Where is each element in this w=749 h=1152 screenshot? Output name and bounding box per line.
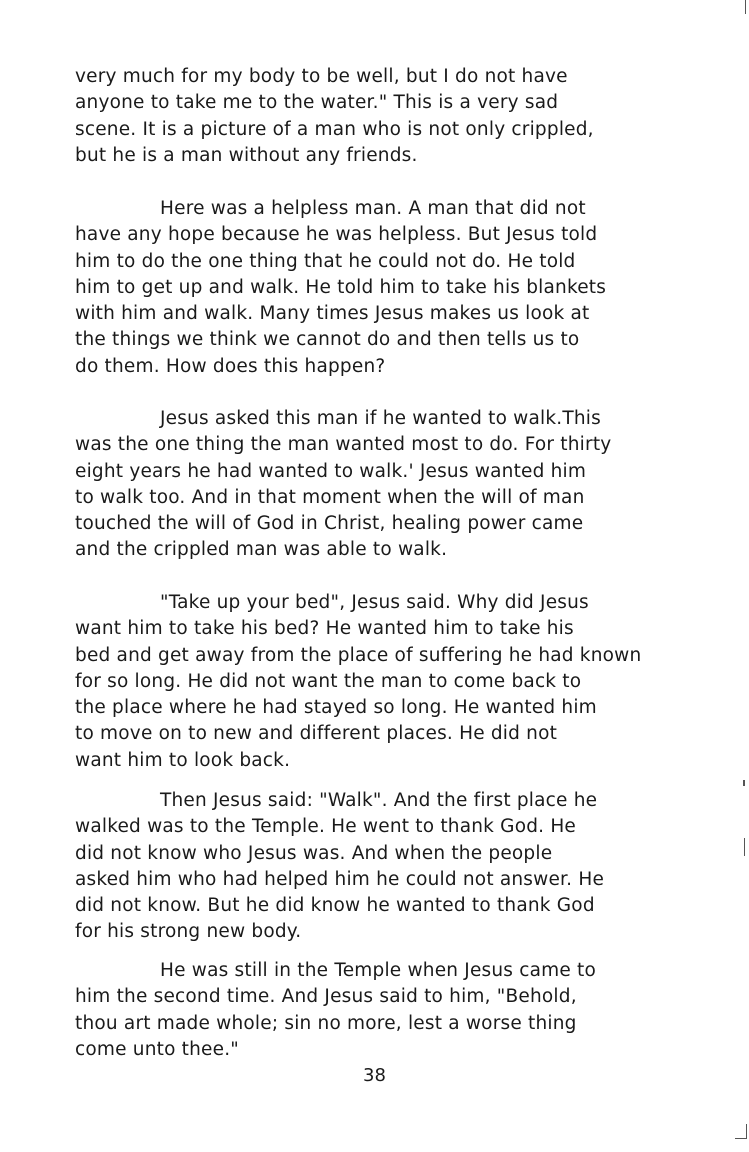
text-line: want him to look back.	[75, 749, 291, 771]
scan-artifact	[735, 1138, 747, 1139]
text-line: come unto thee."	[75, 1038, 240, 1060]
text-line: to move on to new and different places. He did not	[75, 723, 558, 745]
text-line: asked him who had helped him he could not answer. He	[75, 868, 605, 890]
text-line: want him to take his bed? He wanted him to take his	[75, 618, 574, 640]
scan-artifact	[743, 780, 745, 786]
text-line: very much for my body to be well, but I do not have	[75, 66, 568, 87]
text-line: but he is a man without any friends.	[75, 144, 418, 166]
text-line: eight years he had wanted to walk.' Jesus wanted him	[75, 460, 587, 482]
text-line: to walk too. And in that moment when the will of man	[75, 486, 585, 508]
text-line: and the crippled man was able to walk.	[75, 539, 448, 561]
text-line: was the one thing the man wanted most to do. For thirty	[75, 434, 612, 456]
text-line: touched the will of God in Christ, healing power came	[75, 513, 584, 535]
text-line: did not know. But he did know he wanted to thank God	[75, 895, 595, 917]
scan-artifact	[746, 1124, 747, 1138]
text-line: him to do the one thing that he could not do. He told	[75, 250, 576, 272]
text-line: anyone to take me to the water." This is a very sad	[75, 92, 559, 114]
text-line: for his strong new body.	[75, 921, 302, 943]
text-line: the things we think we cannot do and then tells us to	[75, 329, 580, 351]
paragraph	[75, 958, 735, 1063]
text-line: him to get up and walk. He told him to take his blankets	[75, 276, 607, 298]
paragraph	[75, 406, 735, 564]
text-line: for so long. He did not want the man to come back to	[75, 670, 582, 692]
text-line: He was still in the Temple when Jesus came to	[160, 960, 596, 981]
text-line: have any hope because he was helpless. But Jesus told	[75, 224, 598, 246]
text-line: thou art made whole; sin no more, lest a worse thing	[75, 1012, 577, 1034]
page-number: 38	[363, 1065, 386, 1086]
text-line: scene. It is a picture of a man who is not only crippled,	[75, 118, 594, 140]
text-line: bed and get away from the place of suffering he had known	[75, 644, 642, 666]
text-line: did not know who Jesus was. And when the people	[75, 842, 553, 864]
text-line: him the second time. And Jesus said to him, "Behold,	[75, 986, 577, 1008]
text-line: Jesus asked this man if he wanted to walk.This	[160, 408, 601, 429]
paragraph	[75, 196, 735, 380]
text-line: walked was to the Temple. He went to thank God. He	[75, 816, 577, 838]
paragraph	[75, 788, 735, 946]
paragraph	[75, 64, 735, 169]
text-line: with him and walk. Many times Jesus makes us look at	[75, 303, 590, 325]
paragraph	[75, 590, 735, 774]
text-line: Here was a helpless man. A man that did not	[160, 198, 586, 219]
text-line: Then Jesus said: "Walk". And the first place he	[160, 790, 598, 811]
scan-artifact	[745, 0, 746, 14]
text-line: "Take up your bed", Jesus said. Why did Jesus	[160, 592, 589, 613]
scan-artifact	[744, 838, 745, 856]
text-line: the place where he had stayed so long. He wanted him	[75, 697, 597, 719]
text-line: do them. How does this happen?	[75, 355, 386, 377]
